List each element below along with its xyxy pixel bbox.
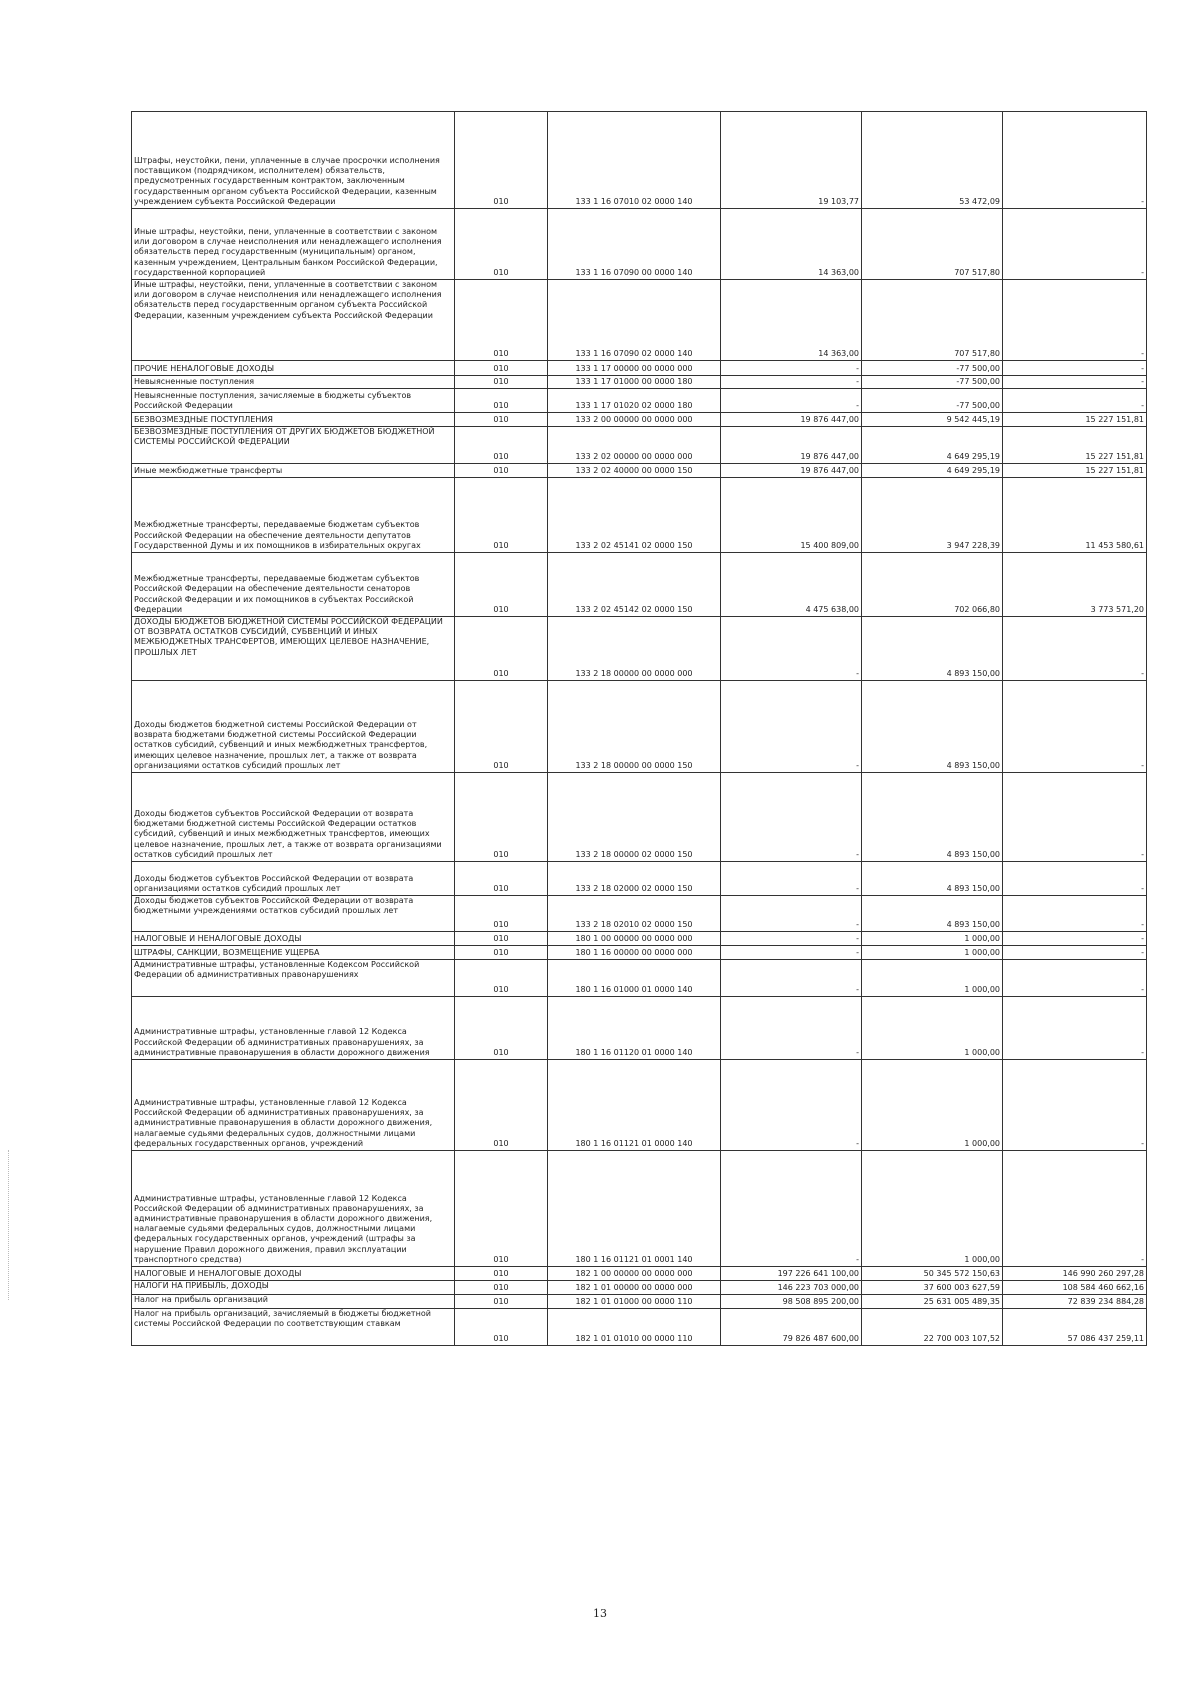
row-kbk-cell: 133 1 17 01020 02 0000 180	[548, 389, 721, 413]
row-executed-cell: 22 700 003 107,52	[862, 1309, 1003, 1346]
table-row	[132, 617, 1147, 681]
row-approved-cell: 4 475 638,00	[721, 553, 862, 617]
row-executed-cell: 9 542 445,19	[862, 413, 1003, 427]
row-unexecuted-cell: 146 990 260 297,28	[1003, 1267, 1147, 1281]
row-unexecuted-cell: -	[1003, 946, 1147, 960]
row-approved-cell: -	[721, 361, 862, 376]
row-executed-cell: 50 345 572 150,63	[862, 1267, 1003, 1281]
row-approved-cell: 14 363,00	[721, 209, 862, 280]
row-approved-cell: 98 508 895 200,00	[721, 1295, 862, 1309]
table-row	[132, 960, 1147, 997]
row-kbk-cell: 133 2 02 00000 00 0000 000	[548, 427, 721, 464]
table-row	[132, 376, 1147, 389]
row-name-cell: Доходы бюджетов субъектов Российской Федерации от возврата бюджетными учреждениями остатков субсидий прошлых лет	[132, 896, 455, 932]
row-approved-cell: -	[721, 1151, 862, 1267]
row-executed-cell: 4 893 150,00	[862, 773, 1003, 862]
row-approved-cell: -	[721, 946, 862, 960]
row-approved-cell: -	[721, 681, 862, 773]
row-unexecuted-cell: -	[1003, 376, 1147, 389]
table-row	[132, 112, 1147, 209]
row-code-cell: 010	[455, 280, 548, 361]
row-code-cell: 010	[455, 960, 548, 997]
table-row	[132, 280, 1147, 361]
row-approved-cell: 19 103,77	[721, 112, 862, 209]
row-approved-cell: 14 363,00	[721, 280, 862, 361]
row-approved-cell: -	[721, 932, 862, 946]
row-unexecuted-cell: 108 584 460 662,16	[1003, 1281, 1147, 1295]
row-name-cell: Иные штрафы, неустойки, пени, уплаченные в соответствии с законом или договором в случае неисполнения или ненадлежащего исполнения обязательств перед государственным органом субъекта Российской Федерации, казенным учреждением субъекта Российской Федерации	[132, 280, 455, 361]
row-kbk-cell: 133 2 02 45141 02 0000 150	[548, 478, 721, 553]
row-code-cell: 010	[455, 1267, 548, 1281]
table-row	[132, 361, 1147, 376]
row-kbk-cell: 180 1 16 01121 01 0000 140	[548, 1060, 721, 1151]
row-kbk-cell: 133 2 00 00000 00 0000 000	[548, 413, 721, 427]
row-kbk-cell: 182 1 01 00000 00 0000 000	[548, 1281, 721, 1295]
row-executed-cell: 4 893 150,00	[862, 896, 1003, 932]
table-row	[132, 209, 1147, 280]
row-kbk-cell: 133 1 16 07010 02 0000 140	[548, 112, 721, 209]
revenue-table-body	[132, 112, 1147, 1346]
row-executed-cell: 707 517,80	[862, 280, 1003, 361]
row-executed-cell: -77 500,00	[862, 389, 1003, 413]
row-name-cell: Налог на прибыль организаций	[132, 1295, 455, 1309]
row-code-cell: 010	[455, 1309, 548, 1346]
row-unexecuted-cell: -	[1003, 896, 1147, 932]
row-executed-cell: 25 631 005 489,35	[862, 1295, 1003, 1309]
row-name-cell: ШТРАФЫ, САНКЦИИ, ВОЗМЕЩЕНИЕ УЩЕРБА	[132, 946, 455, 960]
row-code-cell: 010	[455, 896, 548, 932]
row-executed-cell: 4 893 150,00	[862, 617, 1003, 681]
row-executed-cell: 702 066,80	[862, 553, 1003, 617]
row-code-cell: 010	[455, 946, 548, 960]
row-executed-cell: -77 500,00	[862, 361, 1003, 376]
row-unexecuted-cell: -	[1003, 389, 1147, 413]
row-kbk-cell: 180 1 16 01121 01 0001 140	[548, 1151, 721, 1267]
row-approved-cell: 19 876 447,00	[721, 427, 862, 464]
row-approved-cell: -	[721, 896, 862, 932]
row-code-cell: 010	[455, 681, 548, 773]
row-name-cell: Иные штрафы, неустойки, пени, уплаченные в соответствии с законом или договором в случае неисполнения или ненадлежащего исполнения обязательств перед государственным (муниципальным) органом, казенным учреждением, Центральным банком Российской Федерации, государственной корпорацией	[132, 209, 455, 280]
row-executed-cell: -77 500,00	[862, 376, 1003, 389]
row-unexecuted-cell: 57 086 437 259,11	[1003, 1309, 1147, 1346]
row-code-cell: 010	[455, 1295, 548, 1309]
row-unexecuted-cell: -	[1003, 932, 1147, 946]
row-kbk-cell: 133 1 16 07090 02 0000 140	[548, 280, 721, 361]
row-code-cell: 010	[455, 553, 548, 617]
row-code-cell: 010	[455, 478, 548, 553]
row-kbk-cell: 133 2 18 02000 02 0000 150	[548, 862, 721, 896]
row-code-cell: 010	[455, 773, 548, 862]
row-executed-cell: 1 000,00	[862, 1060, 1003, 1151]
row-kbk-cell: 133 2 02 40000 00 0000 150	[548, 464, 721, 478]
row-code-cell: 010	[455, 413, 548, 427]
row-executed-cell: 3 947 228,39	[862, 478, 1003, 553]
row-kbk-cell: 133 2 02 45142 02 0000 150	[548, 553, 721, 617]
row-kbk-cell: 133 2 18 02010 02 0000 150	[548, 896, 721, 932]
table-row	[132, 681, 1147, 773]
table-row	[132, 1295, 1147, 1309]
row-approved-cell: -	[721, 862, 862, 896]
row-code-cell: 010	[455, 464, 548, 478]
row-approved-cell: 146 223 703 000,00	[721, 1281, 862, 1295]
row-code-cell: 010	[455, 376, 548, 389]
row-executed-cell: 1 000,00	[862, 946, 1003, 960]
row-kbk-cell: 182 1 01 01010 00 0000 110	[548, 1309, 721, 1346]
table-row	[132, 1281, 1147, 1295]
row-approved-cell: -	[721, 773, 862, 862]
row-name-cell: Доходы бюджетов субъектов Российской Федерации от возврата организациями остатков субсидий прошлых лет	[132, 862, 455, 896]
row-code-cell: 010	[455, 427, 548, 464]
table-row	[132, 413, 1147, 427]
row-approved-cell: 79 826 487 600,00	[721, 1309, 862, 1346]
table-row	[132, 427, 1147, 464]
row-name-cell: НАЛОГОВЫЕ И НЕНАЛОГОВЫЕ ДОХОДЫ	[132, 1267, 455, 1281]
row-unexecuted-cell: -	[1003, 617, 1147, 681]
row-kbk-cell: 133 1 17 00000 00 0000 000	[548, 361, 721, 376]
row-name-cell: ДОХОДЫ БЮДЖЕТОВ БЮДЖЕТНОЙ СИСТЕМЫ РОССИЙСКОЙ ФЕДЕРАЦИИ ОТ ВОЗВРАТА ОСТАТКОВ СУБСИДИЙ, СУБВЕНЦИЙ И ИНЫХ МЕЖБЮДЖЕТНЫХ ТРАНСФЕРТОВ, ИМЕЮЩИХ ЦЕЛЕВОЕ НАЗНАЧЕНИЕ, ПРОШЛЫХ ЛЕТ	[132, 617, 455, 681]
row-executed-cell: 1 000,00	[862, 960, 1003, 997]
row-executed-cell: 707 517,80	[862, 209, 1003, 280]
row-code-cell: 010	[455, 1060, 548, 1151]
row-approved-cell: -	[721, 389, 862, 413]
row-kbk-cell: 133 2 18 00000 00 0000 000	[548, 617, 721, 681]
row-name-cell: Административные штрафы, установленные Кодексом Российской Федерации об административных правонарушениях	[132, 960, 455, 997]
row-code-cell: 010	[455, 112, 548, 209]
row-approved-cell: -	[721, 617, 862, 681]
page-number: 13	[593, 1607, 607, 1620]
table-row	[132, 389, 1147, 413]
row-executed-cell: 53 472,09	[862, 112, 1003, 209]
row-approved-cell: 197 226 641 100,00	[721, 1267, 862, 1281]
row-unexecuted-cell: 15 227 151,81	[1003, 464, 1147, 478]
row-kbk-cell: 180 1 16 00000 00 0000 000	[548, 946, 721, 960]
row-approved-cell: 19 876 447,00	[721, 464, 862, 478]
row-code-cell: 010	[455, 389, 548, 413]
row-name-cell: Невыясненные поступления, зачисляемые в бюджеты субъектов Российской Федерации	[132, 389, 455, 413]
row-name-cell: Налог на прибыль организаций, зачисляемый в бюджеты бюджетной системы Российской Федерации по соответствующим ставкам	[132, 1309, 455, 1346]
row-approved-cell: -	[721, 1060, 862, 1151]
table-row	[132, 932, 1147, 946]
row-approved-cell: 15 400 809,00	[721, 478, 862, 553]
row-kbk-cell: 182 1 01 01000 00 0000 110	[548, 1295, 721, 1309]
row-executed-cell: 4 649 295,19	[862, 464, 1003, 478]
row-name-cell: Административные штрафы, установленные главой 12 Кодекса Российской Федерации об административных правонарушениях, за административные правонарушения в области дорожного движения, налагаемые судьями федеральных судов, должностными лицами федеральных государственных органов, учреждений	[132, 1060, 455, 1151]
table-row	[132, 946, 1147, 960]
table-row	[132, 478, 1147, 553]
table-row	[132, 773, 1147, 862]
row-kbk-cell: 133 2 18 00000 00 0000 150	[548, 681, 721, 773]
row-name-cell: Межбюджетные трансферты, передаваемые бюджетам субъектов Российской Федерации на обеспечение деятельности сенаторов Российской Федерации и их помощников в субъектах Российской Федерации	[132, 553, 455, 617]
row-name-cell: Доходы бюджетов субъектов Российской Федерации от возврата бюджетами бюджетной системы Российской Федерации остатков субсидий, субвенций и иных межбюджетных трансфертов, имеющих целевое назначение, прошлых лет, а также от возврата организациями остатков субсидий прошлых лет	[132, 773, 455, 862]
row-unexecuted-cell: -	[1003, 112, 1147, 209]
row-approved-cell: -	[721, 997, 862, 1060]
row-kbk-cell: 180 1 16 01000 01 0000 140	[548, 960, 721, 997]
table-row	[132, 1060, 1147, 1151]
row-unexecuted-cell: 3 773 571,20	[1003, 553, 1147, 617]
row-name-cell: Административные штрафы, установленные главой 12 Кодекса Российской Федерации об административных правонарушениях, за административные правонарушения в области дорожного движения, налагаемые судьями федеральных судов, должностными лицами федеральных государственных органов, учреждений (штрафы за нарушение Правил дорожного движения, правил эксплуатации транспортного средства)	[132, 1151, 455, 1267]
table-row	[132, 1267, 1147, 1281]
row-executed-cell: 1 000,00	[862, 997, 1003, 1060]
row-name-cell: Доходы бюджетов бюджетной системы Российской Федерации от возврата бюджетами бюджетной системы Российской Федерации остатков субсидий, субвенций и иных межбюджетных трансфертов, имеющих целевое назначение, прошлых лет, а также от возврата организациями остатков субсидий прошлых лет	[132, 681, 455, 773]
row-name-cell: НАЛОГОВЫЕ И НЕНАЛОГОВЫЕ ДОХОДЫ	[132, 932, 455, 946]
table-row	[132, 997, 1147, 1060]
row-unexecuted-cell: 15 227 151,81	[1003, 427, 1147, 464]
row-unexecuted-cell: -	[1003, 997, 1147, 1060]
row-code-cell: 010	[455, 617, 548, 681]
row-unexecuted-cell: 15 227 151,81	[1003, 413, 1147, 427]
row-executed-cell: 4 893 150,00	[862, 862, 1003, 896]
row-approved-cell: -	[721, 376, 862, 389]
row-unexecuted-cell: -	[1003, 1151, 1147, 1267]
row-executed-cell: 4 649 295,19	[862, 427, 1003, 464]
row-code-cell: 010	[455, 932, 548, 946]
row-name-cell: Административные штрафы, установленные главой 12 Кодекса Российской Федерации об административных правонарушениях, за административные правонарушения в области дорожного движения	[132, 997, 455, 1060]
row-kbk-cell: 133 1 17 01000 00 0000 180	[548, 376, 721, 389]
row-name-cell: БЕЗВОЗМЕЗДНЫЕ ПОСТУПЛЕНИЯ	[132, 413, 455, 427]
row-kbk-cell: 182 1 00 00000 00 0000 000	[548, 1267, 721, 1281]
table-row	[132, 896, 1147, 932]
table-row	[132, 464, 1147, 478]
row-name-cell: ПРОЧИЕ НЕНАЛОГОВЫЕ ДОХОДЫ	[132, 361, 455, 376]
row-unexecuted-cell: -	[1003, 209, 1147, 280]
row-executed-cell: 1 000,00	[862, 932, 1003, 946]
row-code-cell: 010	[455, 1281, 548, 1295]
table-row	[132, 862, 1147, 896]
row-kbk-cell: 180 1 16 01120 01 0000 140	[548, 997, 721, 1060]
row-name-cell: НАЛОГИ НА ПРИБЫЛЬ, ДОХОДЫ	[132, 1281, 455, 1295]
row-kbk-cell: 180 1 00 00000 00 0000 000	[548, 932, 721, 946]
row-unexecuted-cell: 11 453 580,61	[1003, 478, 1147, 553]
row-name-cell: Межбюджетные трансферты, передаваемые бюджетам субъектов Российской Федерации на обеспечение деятельности депутатов Государственной Думы и их помощников в избирательных округах	[132, 478, 455, 553]
row-approved-cell: 19 876 447,00	[721, 413, 862, 427]
row-name-cell: Штрафы, неустойки, пени, уплаченные в случае просрочки исполнения поставщиком (подрядчиком, исполнителем) обязательств, предусмотренных государственным контрактом, заключенным государственным органом субъекта Российской Федерации, казенным учреждением субъекта Российской Федерации	[132, 112, 455, 209]
row-name-cell: БЕЗВОЗМЕЗДНЫЕ ПОСТУПЛЕНИЯ ОТ ДРУГИХ БЮДЖЕТОВ БЮДЖЕТНОЙ СИСТЕМЫ РОССИЙСКОЙ ФЕДЕРАЦИИ	[132, 427, 455, 464]
row-executed-cell: 4 893 150,00	[862, 681, 1003, 773]
row-code-cell: 010	[455, 997, 548, 1060]
row-approved-cell: -	[721, 960, 862, 997]
table-row	[132, 553, 1147, 617]
row-kbk-cell: 133 1 16 07090 00 0000 140	[548, 209, 721, 280]
row-kbk-cell: 133 2 18 00000 02 0000 150	[548, 773, 721, 862]
row-code-cell: 010	[455, 361, 548, 376]
row-unexecuted-cell: -	[1003, 773, 1147, 862]
row-code-cell: 010	[455, 862, 548, 896]
row-name-cell: Невыясненные поступления	[132, 376, 455, 389]
row-unexecuted-cell: -	[1003, 280, 1147, 361]
row-unexecuted-cell: -	[1003, 361, 1147, 376]
row-unexecuted-cell: -	[1003, 862, 1147, 896]
row-unexecuted-cell: 72 839 234 884,28	[1003, 1295, 1147, 1309]
scan-margin-mark	[8, 1150, 10, 1300]
row-name-cell: Иные межбюджетные трансферты	[132, 464, 455, 478]
table-row	[132, 1309, 1147, 1346]
row-unexecuted-cell: -	[1003, 1060, 1147, 1151]
row-unexecuted-cell: -	[1003, 960, 1147, 997]
row-executed-cell: 37 600 003 627,59	[862, 1281, 1003, 1295]
row-unexecuted-cell: -	[1003, 681, 1147, 773]
row-code-cell: 010	[455, 1151, 548, 1267]
table-row	[132, 1151, 1147, 1267]
revenue-table	[131, 111, 1147, 1346]
row-code-cell: 010	[455, 209, 548, 280]
row-executed-cell: 1 000,00	[862, 1151, 1003, 1267]
